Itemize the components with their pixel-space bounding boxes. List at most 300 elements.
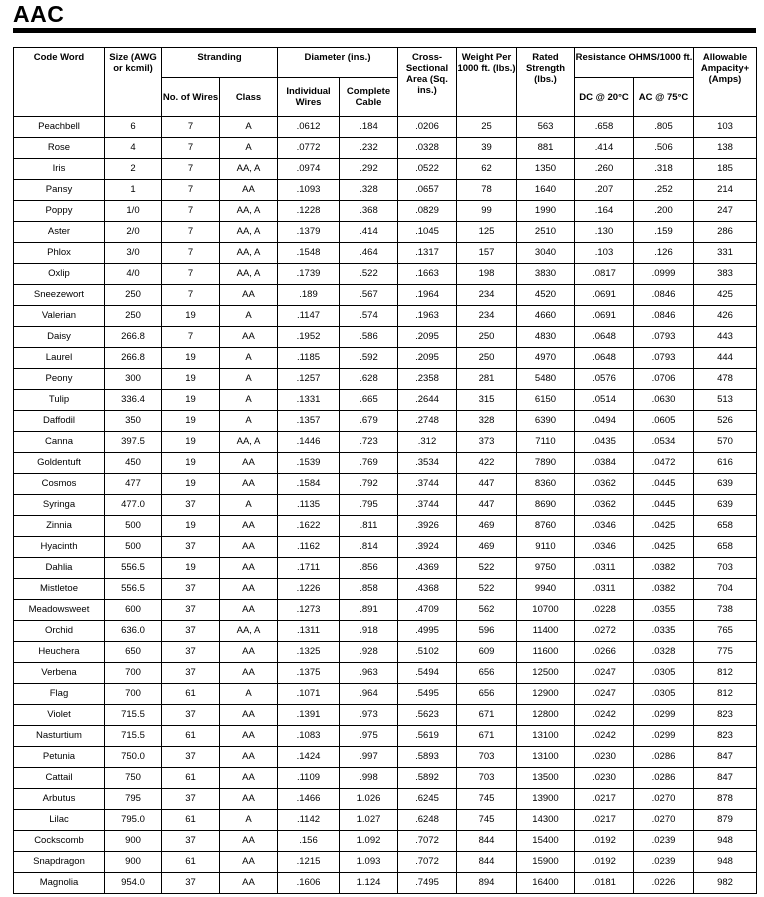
- cell-size: 715.5: [105, 726, 162, 747]
- cell-rated-strength: 6390: [517, 411, 575, 432]
- cell-size: 500: [105, 516, 162, 537]
- cell-individual-wires: .1185: [278, 348, 340, 369]
- cell-rated-strength: 11600: [517, 642, 575, 663]
- cell-rated-strength: 16400: [517, 873, 575, 894]
- cell-complete-cable: .368: [340, 201, 398, 222]
- cell-class: AA: [220, 327, 278, 348]
- cell-no-of-wires: 37: [162, 663, 220, 684]
- cell-complete-cable: .997: [340, 747, 398, 768]
- cell-class: AA: [220, 642, 278, 663]
- cell-complete-cable: .792: [340, 474, 398, 495]
- table-row: [14, 264, 757, 285]
- cell-ampacity: 765: [694, 621, 757, 642]
- cell-weight: 447: [457, 495, 517, 516]
- table-row: [14, 726, 757, 747]
- table-row: [14, 138, 757, 159]
- cell-no-of-wires: 37: [162, 831, 220, 852]
- cell-class: A: [220, 117, 278, 138]
- cell-complete-cable: .814: [340, 537, 398, 558]
- cell-code-word: Petunia: [14, 747, 105, 768]
- table-row: [14, 201, 757, 222]
- cell-dc-resistance: .0192: [575, 831, 634, 852]
- cell-ac-resistance: .0270: [634, 789, 694, 810]
- cell-rated-strength: 4830: [517, 327, 575, 348]
- cell-weight: 25: [457, 117, 517, 138]
- cell-class: AA: [220, 474, 278, 495]
- cell-dc-resistance: .0435: [575, 432, 634, 453]
- cell-no-of-wires: 7: [162, 285, 220, 306]
- cell-class: AA: [220, 747, 278, 768]
- cell-complete-cable: .628: [340, 369, 398, 390]
- cell-no-of-wires: 19: [162, 474, 220, 495]
- cell-no-of-wires: 7: [162, 117, 220, 138]
- cell-code-word: Tulip: [14, 390, 105, 411]
- cell-class: A: [220, 369, 278, 390]
- cell-dc-resistance: .0228: [575, 600, 634, 621]
- cell-ampacity: 185: [694, 159, 757, 180]
- cell-class: AA, A: [220, 264, 278, 285]
- cell-class: AA: [220, 453, 278, 474]
- cell-cross-sectional-area: .6245: [398, 789, 457, 810]
- cell-size: 600: [105, 600, 162, 621]
- cell-size: 477.0: [105, 495, 162, 516]
- cell-ac-resistance: .0305: [634, 684, 694, 705]
- cell-dc-resistance: .0691: [575, 306, 634, 327]
- cell-code-word: Peachbell: [14, 117, 105, 138]
- cell-ac-resistance: .0793: [634, 348, 694, 369]
- cell-weight: 422: [457, 453, 517, 474]
- table-row: [14, 600, 757, 621]
- cell-class: AA, A: [220, 159, 278, 180]
- cell-individual-wires: .1257: [278, 369, 340, 390]
- cell-no-of-wires: 61: [162, 852, 220, 873]
- cell-code-word: Mistletoe: [14, 579, 105, 600]
- cell-dc-resistance: .103: [575, 243, 634, 264]
- table-row: [14, 180, 757, 201]
- cell-dc-resistance: .0217: [575, 810, 634, 831]
- cell-complete-cable: 1.093: [340, 852, 398, 873]
- cell-complete-cable: .586: [340, 327, 398, 348]
- table-row: [14, 873, 757, 894]
- cell-cross-sectional-area: .2095: [398, 348, 457, 369]
- cell-complete-cable: .891: [340, 600, 398, 621]
- cell-code-word: Laurel: [14, 348, 105, 369]
- cell-ampacity: 847: [694, 747, 757, 768]
- cell-ampacity: 658: [694, 537, 757, 558]
- table-row: [14, 285, 757, 306]
- cell-size: 6: [105, 117, 162, 138]
- cell-weight: 234: [457, 285, 517, 306]
- cell-weight: 522: [457, 558, 517, 579]
- cell-rated-strength: 9750: [517, 558, 575, 579]
- cell-code-word: Flag: [14, 684, 105, 705]
- cell-individual-wires: .1357: [278, 411, 340, 432]
- cell-size: 2: [105, 159, 162, 180]
- cell-no-of-wires: 7: [162, 327, 220, 348]
- cell-cross-sectional-area: .0657: [398, 180, 457, 201]
- cell-rated-strength: 881: [517, 138, 575, 159]
- cell-no-of-wires: 37: [162, 747, 220, 768]
- cell-class: AA: [220, 579, 278, 600]
- table-row: [14, 369, 757, 390]
- cell-individual-wires: .1739: [278, 264, 340, 285]
- cell-size: 636.0: [105, 621, 162, 642]
- cell-class: A: [220, 348, 278, 369]
- cell-no-of-wires: 61: [162, 726, 220, 747]
- cell-code-word: Aster: [14, 222, 105, 243]
- cell-class: AA: [220, 789, 278, 810]
- cell-complete-cable: .998: [340, 768, 398, 789]
- cell-individual-wires: .1584: [278, 474, 340, 495]
- cell-cross-sectional-area: .1317: [398, 243, 457, 264]
- header-diameter: Diameter (ins.): [278, 48, 398, 78]
- cell-individual-wires: .1162: [278, 537, 340, 558]
- cell-complete-cable: 1.124: [340, 873, 398, 894]
- cell-size: 3/0: [105, 243, 162, 264]
- cell-weight: 373: [457, 432, 517, 453]
- cell-size: 300: [105, 369, 162, 390]
- cell-dc-resistance: .0192: [575, 852, 634, 873]
- cell-size: 250: [105, 285, 162, 306]
- header-size: Size (AWG or kcmil): [105, 48, 162, 117]
- table-row: [14, 390, 757, 411]
- cell-no-of-wires: 19: [162, 348, 220, 369]
- cell-ampacity: 478: [694, 369, 757, 390]
- cell-weight: 562: [457, 600, 517, 621]
- cell-weight: 609: [457, 642, 517, 663]
- cell-cross-sectional-area: .0206: [398, 117, 457, 138]
- cell-cross-sectional-area: .0829: [398, 201, 457, 222]
- cell-class: AA: [220, 705, 278, 726]
- cell-class: AA: [220, 537, 278, 558]
- cell-ac-resistance: .0286: [634, 768, 694, 789]
- cell-ac-resistance: .0299: [634, 726, 694, 747]
- cell-ac-resistance: .0706: [634, 369, 694, 390]
- cell-code-word: Syringa: [14, 495, 105, 516]
- cell-ac-resistance: .0239: [634, 831, 694, 852]
- cell-weight: 125: [457, 222, 517, 243]
- cell-weight: 250: [457, 327, 517, 348]
- cell-code-word: Iris: [14, 159, 105, 180]
- cell-weight: 315: [457, 390, 517, 411]
- header-weight: Weight Per 1000 ft. (lbs.): [457, 48, 517, 117]
- cell-complete-cable: .811: [340, 516, 398, 537]
- cell-individual-wires: .1622: [278, 516, 340, 537]
- cell-ac-resistance: .0445: [634, 495, 694, 516]
- cell-individual-wires: .1093: [278, 180, 340, 201]
- cell-cross-sectional-area: .3534: [398, 453, 457, 474]
- table-row: [14, 495, 757, 516]
- cell-no-of-wires: 61: [162, 684, 220, 705]
- header-rated-strength: Rated Strength (lbs.): [517, 48, 575, 117]
- cell-ampacity: 738: [694, 600, 757, 621]
- cell-code-word: Daffodil: [14, 411, 105, 432]
- cell-complete-cable: .723: [340, 432, 398, 453]
- cell-no-of-wires: 7: [162, 138, 220, 159]
- cell-size: 336.4: [105, 390, 162, 411]
- table-row: [14, 810, 757, 831]
- table-row: [14, 327, 757, 348]
- cell-weight: 671: [457, 726, 517, 747]
- header-ac: AC @ 75°C: [634, 78, 694, 117]
- cell-rated-strength: 12800: [517, 705, 575, 726]
- cell-size: 715.5: [105, 705, 162, 726]
- cell-rated-strength: 12900: [517, 684, 575, 705]
- cell-individual-wires: .1711: [278, 558, 340, 579]
- cell-rated-strength: 6150: [517, 390, 575, 411]
- cell-weight: 39: [457, 138, 517, 159]
- cell-ac-resistance: .0630: [634, 390, 694, 411]
- cell-rated-strength: 4660: [517, 306, 575, 327]
- cell-rated-strength: 15900: [517, 852, 575, 873]
- header-complete-cable: Complete Cable: [340, 78, 398, 117]
- cell-complete-cable: .856: [340, 558, 398, 579]
- cell-ampacity: 570: [694, 432, 757, 453]
- cell-no-of-wires: 7: [162, 201, 220, 222]
- cell-weight: 656: [457, 684, 517, 705]
- cell-dc-resistance: .164: [575, 201, 634, 222]
- cell-ampacity: 214: [694, 180, 757, 201]
- cell-code-word: Pansy: [14, 180, 105, 201]
- cell-individual-wires: .1466: [278, 789, 340, 810]
- cell-code-word: Nasturtium: [14, 726, 105, 747]
- cell-individual-wires: .1142: [278, 810, 340, 831]
- cell-ampacity: 443: [694, 327, 757, 348]
- cell-ampacity: 812: [694, 663, 757, 684]
- cell-no-of-wires: 37: [162, 537, 220, 558]
- cell-weight: 62: [457, 159, 517, 180]
- table-row: [14, 117, 757, 138]
- cell-ampacity: 331: [694, 243, 757, 264]
- cell-complete-cable: .918: [340, 621, 398, 642]
- cell-rated-strength: 13100: [517, 747, 575, 768]
- cell-cross-sectional-area: .5495: [398, 684, 457, 705]
- cell-cross-sectional-area: .4709: [398, 600, 457, 621]
- cell-size: 500: [105, 537, 162, 558]
- cell-no-of-wires: 19: [162, 516, 220, 537]
- cell-complete-cable: .975: [340, 726, 398, 747]
- cell-ac-resistance: .0382: [634, 579, 694, 600]
- cell-ac-resistance: .0425: [634, 537, 694, 558]
- cell-code-word: Orchid: [14, 621, 105, 642]
- cell-ampacity: 775: [694, 642, 757, 663]
- cell-ac-resistance: .0226: [634, 873, 694, 894]
- cell-ac-resistance: .0846: [634, 306, 694, 327]
- cell-code-word: Hyacinth: [14, 537, 105, 558]
- cell-cross-sectional-area: .1045: [398, 222, 457, 243]
- cell-complete-cable: 1.092: [340, 831, 398, 852]
- cell-ac-resistance: .0305: [634, 663, 694, 684]
- cell-individual-wires: .1446: [278, 432, 340, 453]
- table-row: [14, 831, 757, 852]
- cell-rated-strength: 3830: [517, 264, 575, 285]
- cell-code-word: Sneezewort: [14, 285, 105, 306]
- cell-ampacity: 847: [694, 768, 757, 789]
- table-row: [14, 789, 757, 810]
- cell-complete-cable: .522: [340, 264, 398, 285]
- cell-ampacity: 616: [694, 453, 757, 474]
- cell-dc-resistance: .0346: [575, 516, 634, 537]
- cell-code-word: Daisy: [14, 327, 105, 348]
- cell-no-of-wires: 37: [162, 621, 220, 642]
- cell-weight: 894: [457, 873, 517, 894]
- cell-ampacity: 286: [694, 222, 757, 243]
- cell-size: 397.5: [105, 432, 162, 453]
- cell-no-of-wires: 19: [162, 453, 220, 474]
- cell-complete-cable: .232: [340, 138, 398, 159]
- cell-cross-sectional-area: .312: [398, 432, 457, 453]
- cell-individual-wires: .1606: [278, 873, 340, 894]
- cell-cross-sectional-area: .3744: [398, 495, 457, 516]
- cell-class: AA: [220, 873, 278, 894]
- cell-weight: 745: [457, 789, 517, 810]
- cell-no-of-wires: 61: [162, 768, 220, 789]
- cell-ac-resistance: .200: [634, 201, 694, 222]
- cell-cross-sectional-area: .4368: [398, 579, 457, 600]
- cell-individual-wires: .189: [278, 285, 340, 306]
- cell-complete-cable: .567: [340, 285, 398, 306]
- cell-individual-wires: .1331: [278, 390, 340, 411]
- cell-class: AA: [220, 852, 278, 873]
- cell-ampacity: 812: [694, 684, 757, 705]
- cell-weight: 99: [457, 201, 517, 222]
- cell-ac-resistance: .506: [634, 138, 694, 159]
- cell-class: AA: [220, 663, 278, 684]
- table-row: [14, 453, 757, 474]
- cell-individual-wires: .1071: [278, 684, 340, 705]
- cell-size: 1/0: [105, 201, 162, 222]
- table-row: [14, 705, 757, 726]
- cell-individual-wires: .1424: [278, 747, 340, 768]
- cell-complete-cable: .464: [340, 243, 398, 264]
- cell-dc-resistance: .0247: [575, 684, 634, 705]
- cell-complete-cable: .292: [340, 159, 398, 180]
- cell-weight: 469: [457, 537, 517, 558]
- cell-code-word: Heuchera: [14, 642, 105, 663]
- cell-no-of-wires: 37: [162, 873, 220, 894]
- cell-rated-strength: 4520: [517, 285, 575, 306]
- cell-cross-sectional-area: .3926: [398, 516, 457, 537]
- cell-ampacity: 879: [694, 810, 757, 831]
- cell-ac-resistance: .805: [634, 117, 694, 138]
- cell-code-word: Magnolia: [14, 873, 105, 894]
- table-row: [14, 684, 757, 705]
- cell-individual-wires: .1226: [278, 579, 340, 600]
- cell-size: 450: [105, 453, 162, 474]
- cell-dc-resistance: .0311: [575, 558, 634, 579]
- cell-complete-cable: .769: [340, 453, 398, 474]
- cell-dc-resistance: .0181: [575, 873, 634, 894]
- cell-size: 4: [105, 138, 162, 159]
- cell-ac-resistance: .0299: [634, 705, 694, 726]
- cell-code-word: Lilac: [14, 810, 105, 831]
- cell-ampacity: 426: [694, 306, 757, 327]
- aac-spec-table: [13, 47, 757, 894]
- cell-code-word: Meadowsweet: [14, 600, 105, 621]
- cell-dc-resistance: .0817: [575, 264, 634, 285]
- cell-cross-sectional-area: .5102: [398, 642, 457, 663]
- cell-dc-resistance: .0217: [575, 789, 634, 810]
- cell-cross-sectional-area: .1663: [398, 264, 457, 285]
- cell-cross-sectional-area: .6248: [398, 810, 457, 831]
- cell-code-word: Zinnia: [14, 516, 105, 537]
- cell-code-word: Snapdragon: [14, 852, 105, 873]
- cell-complete-cable: 1.027: [340, 810, 398, 831]
- cell-code-word: Dahlia: [14, 558, 105, 579]
- cell-ampacity: 823: [694, 726, 757, 747]
- cell-dc-resistance: .658: [575, 117, 634, 138]
- cell-size: 266.8: [105, 327, 162, 348]
- cell-dc-resistance: .0362: [575, 474, 634, 495]
- cell-ac-resistance: .0328: [634, 642, 694, 663]
- cell-complete-cable: .328: [340, 180, 398, 201]
- cell-no-of-wires: 37: [162, 642, 220, 663]
- cell-size: 2/0: [105, 222, 162, 243]
- cell-size: 900: [105, 852, 162, 873]
- cell-complete-cable: .592: [340, 348, 398, 369]
- cell-rated-strength: 8360: [517, 474, 575, 495]
- cell-dc-resistance: .0494: [575, 411, 634, 432]
- cell-weight: 703: [457, 747, 517, 768]
- cell-code-word: Phlox: [14, 243, 105, 264]
- cell-ampacity: 526: [694, 411, 757, 432]
- cell-individual-wires: .1311: [278, 621, 340, 642]
- cell-individual-wires: .1273: [278, 600, 340, 621]
- cell-complete-cable: 1.026: [340, 789, 398, 810]
- cell-rated-strength: 15400: [517, 831, 575, 852]
- cell-rated-strength: 1640: [517, 180, 575, 201]
- cell-no-of-wires: 7: [162, 180, 220, 201]
- cell-ac-resistance: .159: [634, 222, 694, 243]
- cell-cross-sectional-area: .1963: [398, 306, 457, 327]
- header-cross-sectional-area: Cross-Sectional Area (Sq. ins.): [398, 48, 457, 117]
- cell-class: AA, A: [220, 222, 278, 243]
- cell-rated-strength: 8760: [517, 516, 575, 537]
- table-row: [14, 411, 757, 432]
- cell-dc-resistance: .0272: [575, 621, 634, 642]
- cell-code-word: Violet: [14, 705, 105, 726]
- cell-dc-resistance: .0362: [575, 495, 634, 516]
- cell-cross-sectional-area: .7072: [398, 831, 457, 852]
- cell-rated-strength: 11400: [517, 621, 575, 642]
- cell-rated-strength: 14300: [517, 810, 575, 831]
- cell-size: 750.0: [105, 747, 162, 768]
- cell-rated-strength: 1350: [517, 159, 575, 180]
- cell-size: 795.0: [105, 810, 162, 831]
- cell-code-word: Oxlip: [14, 264, 105, 285]
- cell-complete-cable: .963: [340, 663, 398, 684]
- cell-cross-sectional-area: .3744: [398, 474, 457, 495]
- cell-dc-resistance: .0242: [575, 705, 634, 726]
- cell-ampacity: 425: [694, 285, 757, 306]
- cell-dc-resistance: .0242: [575, 726, 634, 747]
- cell-cross-sectional-area: .2358: [398, 369, 457, 390]
- cell-code-word: Rose: [14, 138, 105, 159]
- cell-ac-resistance: .0793: [634, 327, 694, 348]
- cell-rated-strength: 13500: [517, 768, 575, 789]
- cell-dc-resistance: .0384: [575, 453, 634, 474]
- cell-cross-sectional-area: .3924: [398, 537, 457, 558]
- cell-cross-sectional-area: .5619: [398, 726, 457, 747]
- cell-no-of-wires: 7: [162, 159, 220, 180]
- cell-cross-sectional-area: .4995: [398, 621, 457, 642]
- table-row: [14, 159, 757, 180]
- cell-rated-strength: 3040: [517, 243, 575, 264]
- cell-class: A: [220, 138, 278, 159]
- cell-ac-resistance: .0425: [634, 516, 694, 537]
- cell-size: 4/0: [105, 264, 162, 285]
- header-resistance: Resistance OHMS/1000 ft.: [575, 48, 694, 78]
